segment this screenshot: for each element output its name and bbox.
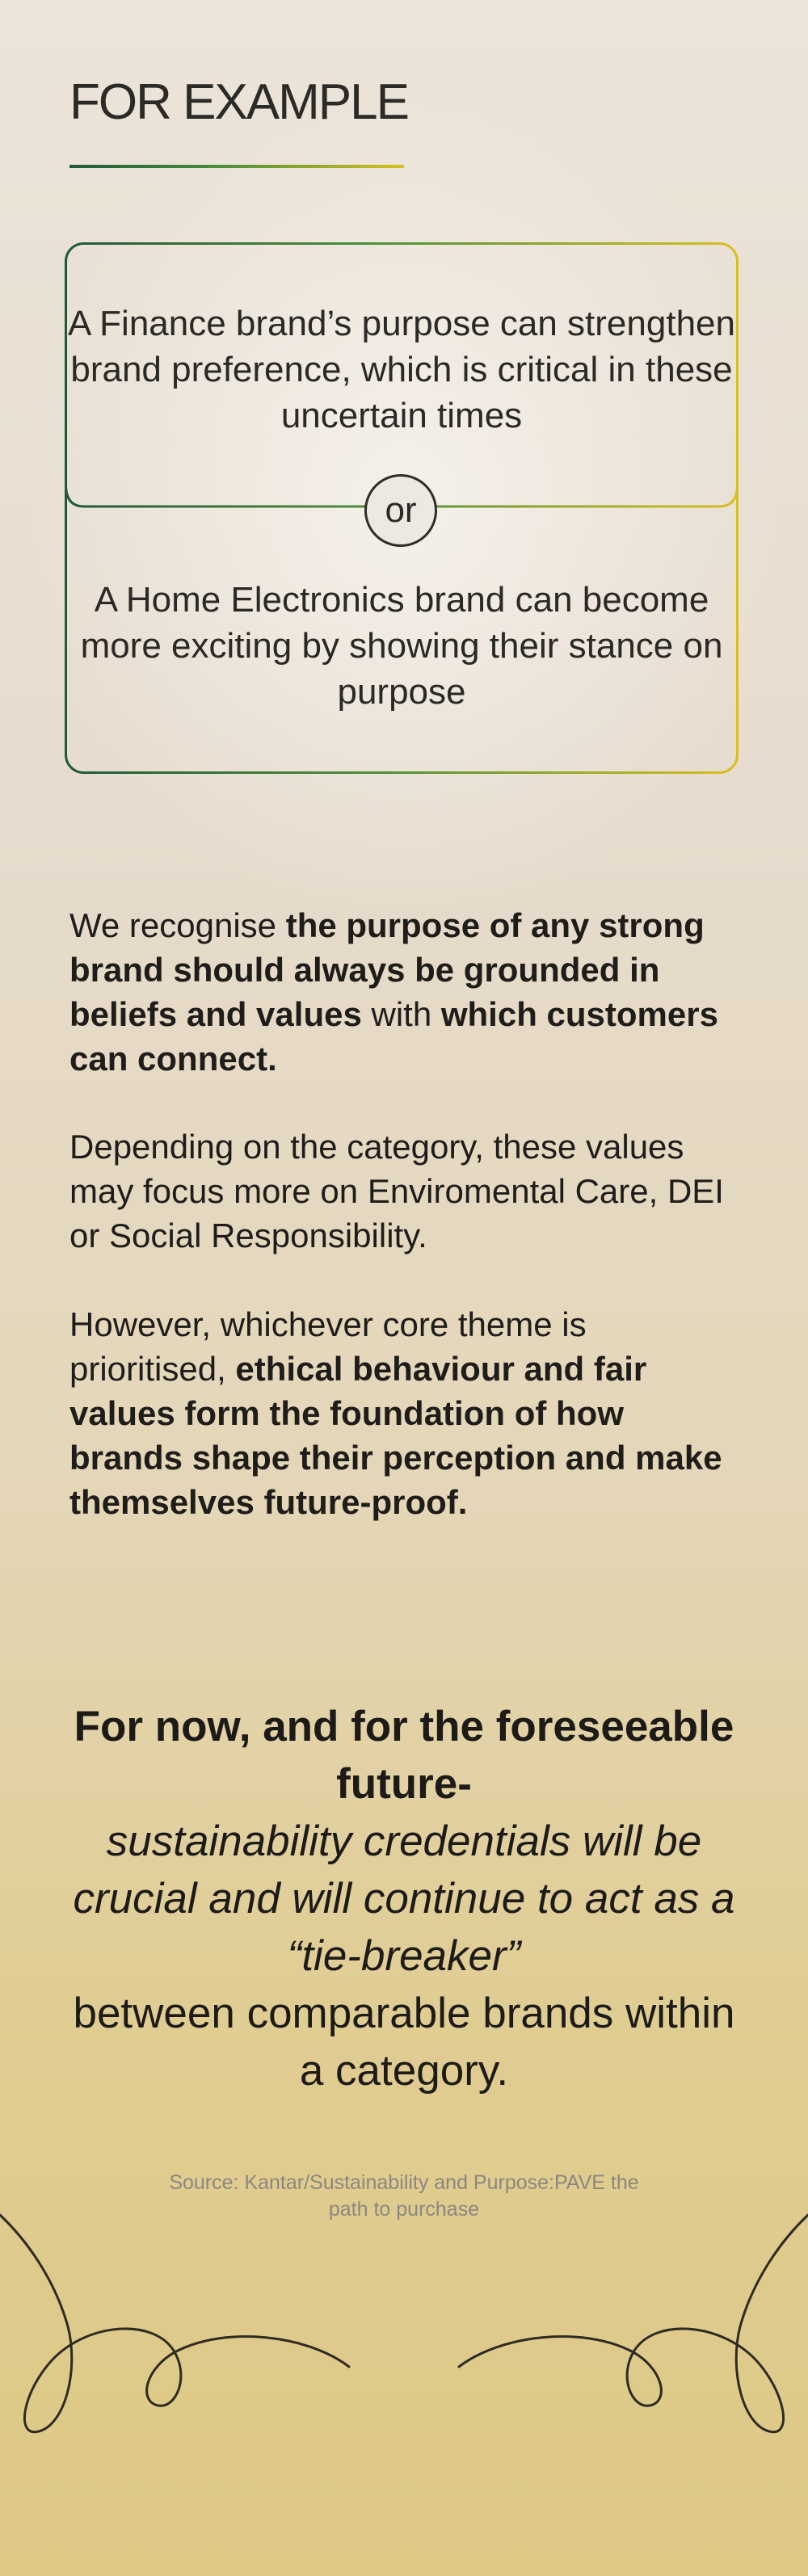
pull-quote-bold: For now, and for the foreseeable future-	[74, 1703, 734, 1808]
section-heading: FOR EXAMPLE	[69, 74, 408, 130]
heading-underline	[69, 165, 404, 168]
or-divider: or	[364, 474, 437, 547]
pull-quote-plain: between comparable brands within a category.	[73, 1990, 735, 2095]
paragraph-purpose-emphasis-1: the purpose of any strong brand should always be grounded in beliefs and values	[69, 906, 705, 1033]
paragraph-category-values: Depending on the category, these values may focus more on Enviromental Care, DEI or Social Responsibility.	[69, 1128, 724, 1254]
pull-quote-italic: sustainability credentials will be crucial and will continue to act as a “tie-breaker”	[73, 1817, 735, 1980]
paragraph-purpose-part-c: with	[361, 995, 441, 1033]
source-citation: Source: Kantar/Sustainability and Purpose:PAVE the path to purchase	[169, 2171, 639, 2221]
decorative-swirl-icon	[0, 2197, 808, 2456]
paragraph-ethics-emphasis: ethical behaviour and fair values form the foundation of how brands shape their perception and make themselves future-proof.	[69, 1350, 722, 1521]
example-electronics-text: A Home Electronics brand can become more exciting by showing their stance on purpose	[80, 580, 723, 712]
example-finance-text: A Finance brand’s purpose can strengthen brand preference, which is critical in these uncertain times	[68, 304, 735, 435]
paragraph-purpose	[69, 903, 740, 1081]
example-box	[65, 242, 739, 774]
paragraph-purpose-part-a: We recognise	[69, 906, 286, 944]
paragraph-purpose-emphasis-2: which customers can connect.	[69, 995, 718, 1078]
paragraph-ethics-part-a: However, whichever core theme is prioritised,	[69, 1305, 587, 1388]
pull-quote	[65, 1698, 743, 2099]
paragraph-ethics	[69, 1302, 740, 1524]
